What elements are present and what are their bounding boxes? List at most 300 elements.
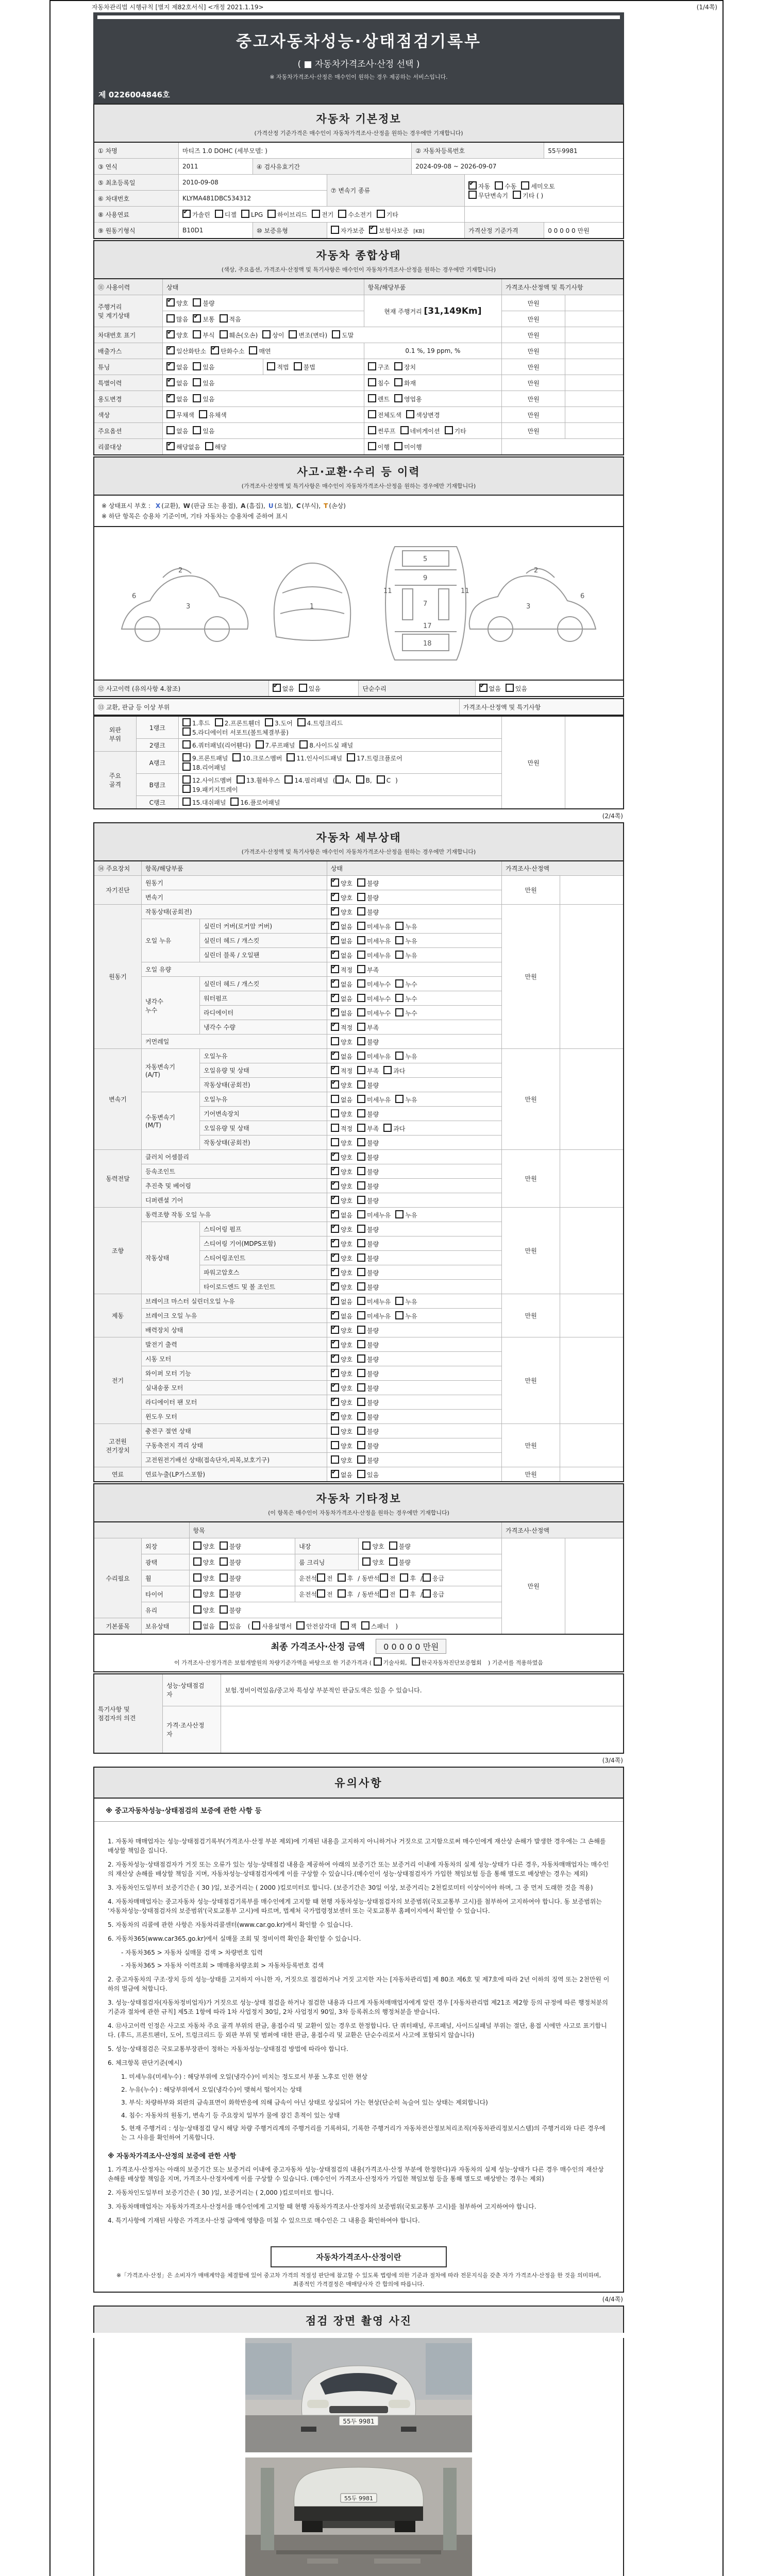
checked-checkbox-icon[interactable] [193,314,201,323]
checkbox-option[interactable] [357,1326,379,1335]
unchecked-checkbox-icon[interactable] [193,1589,201,1598]
checkbox-option[interactable] [331,1066,352,1075]
checked-checkbox-icon[interactable] [166,394,175,402]
unchecked-checkbox-icon[interactable] [357,1037,365,1045]
checkbox-option[interactable] [182,727,289,737]
unchecked-checkbox-icon[interactable] [394,394,402,402]
unchecked-checkbox-icon[interactable] [395,922,404,930]
unchecked-checkbox-icon[interactable] [166,314,175,323]
unchecked-checkbox-icon[interactable] [357,1052,365,1060]
checkbox-option[interactable] [331,1282,352,1292]
unchecked-checkbox-icon[interactable] [331,226,339,234]
unchecked-checkbox-icon[interactable] [338,210,346,218]
unchecked-checkbox-icon[interactable] [357,1008,365,1016]
checked-checkbox-icon[interactable] [331,922,339,930]
checkbox-option[interactable] [468,181,490,191]
unchecked-checkbox-icon[interactable] [362,1541,371,1550]
unchecked-checkbox-icon[interactable] [284,775,293,784]
checked-checkbox-icon[interactable] [331,1398,339,1406]
checkbox-option[interactable] [332,775,351,784]
unchecked-checkbox-icon[interactable] [230,798,239,806]
unchecked-checkbox-icon[interactable] [357,1268,365,1276]
checkbox-option[interactable] [331,965,352,974]
checkbox-option[interactable] [331,1412,352,1421]
checkbox-option[interactable] [338,210,372,219]
checkbox-option[interactable] [220,1605,241,1615]
checkbox-option[interactable] [368,442,390,451]
checkbox-option[interactable] [506,684,527,693]
unchecked-checkbox-icon[interactable] [220,1589,228,1598]
checkbox-option[interactable] [331,1441,352,1450]
checkbox-option[interactable] [383,1124,405,1133]
unchecked-checkbox-icon[interactable] [267,210,276,218]
checkbox-option[interactable] [331,1383,352,1393]
checkbox-option[interactable] [400,1589,416,1599]
checkbox-option[interactable] [357,1369,379,1378]
unchecked-checkbox-icon[interactable] [331,1037,339,1045]
unchecked-checkbox-icon[interactable] [394,378,402,386]
unchecked-checkbox-icon[interactable] [297,718,306,726]
checkbox-option[interactable] [294,362,315,371]
unchecked-checkbox-icon[interactable] [182,785,191,793]
checkbox-option[interactable] [420,1573,445,1583]
checkbox-option[interactable] [241,210,263,218]
checkbox-option[interactable] [357,1052,391,1061]
checkbox-option[interactable] [395,1008,417,1018]
unchecked-checkbox-icon[interactable] [357,1326,365,1334]
checkbox-option[interactable] [215,210,237,219]
checkbox-option[interactable] [357,1037,379,1046]
checkbox-option[interactable] [331,226,364,235]
checkbox-option[interactable] [166,394,188,403]
unchecked-checkbox-icon[interactable] [182,740,191,749]
checkbox-option[interactable] [374,1657,407,1667]
unchecked-checkbox-icon[interactable] [287,753,295,761]
checkbox-option[interactable] [289,330,327,340]
unchecked-checkbox-icon[interactable] [357,1066,365,1074]
checkbox-option[interactable] [331,1153,352,1162]
checkbox-option[interactable] [193,1557,215,1567]
checkbox-option[interactable] [256,740,295,750]
unchecked-checkbox-icon[interactable] [395,1210,404,1218]
checkbox-option[interactable] [406,410,440,419]
unchecked-checkbox-icon[interactable] [299,740,308,749]
checkbox-option[interactable] [400,426,440,435]
checkbox-option[interactable] [394,394,422,403]
unchecked-checkbox-icon[interactable] [357,1196,365,1204]
checked-checkbox-icon[interactable] [331,1412,339,1420]
checkbox-option[interactable] [357,1210,391,1219]
checkbox-option[interactable] [331,1225,352,1234]
checkbox-option[interactable] [357,994,391,1003]
checkbox-option[interactable] [338,1573,354,1583]
checked-checkbox-icon[interactable] [331,1052,339,1060]
unchecked-checkbox-icon[interactable] [331,1441,339,1449]
checkbox-option[interactable] [166,378,188,387]
checkbox-option[interactable] [357,1455,379,1465]
unchecked-checkbox-icon[interactable] [357,1369,365,1377]
checkbox-option[interactable] [357,1427,379,1436]
checked-checkbox-icon[interactable] [331,1383,339,1392]
checkbox-option[interactable] [296,1621,336,1631]
checkbox-option[interactable] [362,1557,384,1567]
checkbox-option[interactable] [220,1541,241,1551]
unchecked-checkbox-icon[interactable] [420,1573,431,1582]
checked-checkbox-icon[interactable] [331,979,339,988]
checkbox-option[interactable] [252,1621,292,1631]
unchecked-checkbox-icon[interactable] [395,1008,404,1016]
unchecked-checkbox-icon[interactable] [357,1023,365,1031]
unchecked-checkbox-icon[interactable] [299,684,307,692]
checked-checkbox-icon[interactable] [211,346,219,354]
checked-checkbox-icon[interactable] [479,684,488,692]
checkbox-option[interactable] [331,1326,352,1335]
unchecked-checkbox-icon[interactable] [357,1354,365,1363]
checkbox-option[interactable] [220,1621,241,1631]
checked-checkbox-icon[interactable] [331,907,339,916]
checkbox-option[interactable] [356,775,372,784]
checkbox-option[interactable] [357,979,391,989]
checked-checkbox-icon[interactable] [182,210,191,218]
unchecked-checkbox-icon[interactable] [357,1095,365,1103]
checkbox-option[interactable] [331,1095,352,1104]
checkbox-option[interactable] [389,1541,411,1551]
unchecked-checkbox-icon[interactable] [241,210,249,218]
checked-checkbox-icon[interactable] [331,893,339,901]
checkbox-option[interactable] [331,1398,352,1407]
unchecked-checkbox-icon[interactable] [445,426,453,434]
unchecked-checkbox-icon[interactable] [357,1210,365,1218]
unchecked-checkbox-icon[interactable] [182,775,191,784]
checkbox-option[interactable] [182,775,232,785]
unchecked-checkbox-icon[interactable] [199,410,207,418]
checkbox-option[interactable] [357,1239,379,1248]
checkbox-option[interactable] [232,753,282,762]
unchecked-checkbox-icon[interactable] [357,907,365,916]
checked-checkbox-icon[interactable] [331,1066,339,1074]
unchecked-checkbox-icon[interactable] [380,1573,388,1582]
unchecked-checkbox-icon[interactable] [395,1052,404,1060]
checkbox-option[interactable] [357,1138,379,1147]
unchecked-checkbox-icon[interactable] [357,1239,365,1247]
unchecked-checkbox-icon[interactable] [357,1427,365,1435]
checkbox-option[interactable] [380,1589,396,1599]
unchecked-checkbox-icon[interactable] [331,1095,339,1103]
checkbox-option[interactable] [395,951,417,960]
unchecked-checkbox-icon[interactable] [232,753,241,761]
checkbox-option[interactable] [193,1589,215,1599]
unchecked-checkbox-icon[interactable] [267,362,275,370]
checked-checkbox-icon[interactable] [331,1354,339,1363]
checkbox-option[interactable] [182,210,210,219]
unchecked-checkbox-icon[interactable] [368,378,376,386]
unchecked-checkbox-icon[interactable] [395,936,404,944]
checked-checkbox-icon[interactable] [331,1268,339,1276]
checkbox-option[interactable] [332,330,354,340]
checkbox-option[interactable] [395,979,417,989]
unchecked-checkbox-icon[interactable] [357,1441,365,1449]
checkbox-option[interactable] [182,762,226,772]
checkbox-option[interactable] [395,1297,417,1306]
unchecked-checkbox-icon[interactable] [193,378,201,386]
checkbox-option[interactable] [495,181,516,191]
unchecked-checkbox-icon[interactable] [383,1124,392,1132]
unchecked-checkbox-icon[interactable] [193,1541,201,1550]
unchecked-checkbox-icon[interactable] [332,330,340,338]
checkbox-option[interactable] [331,1196,352,1205]
unchecked-checkbox-icon[interactable] [357,936,365,944]
checkbox-option[interactable] [193,1541,215,1551]
checkbox-option[interactable] [357,1470,379,1479]
unchecked-checkbox-icon[interactable] [262,330,271,338]
unchecked-checkbox-icon[interactable] [395,951,404,959]
checkbox-option[interactable] [299,684,321,693]
unchecked-checkbox-icon[interactable] [394,362,402,370]
checkbox-option[interactable] [331,1167,352,1176]
checkbox-option[interactable] [357,1008,391,1018]
unchecked-checkbox-icon[interactable] [166,426,175,434]
unchecked-checkbox-icon[interactable] [357,1340,365,1348]
checkbox-option[interactable] [193,314,214,324]
unchecked-checkbox-icon[interactable] [357,1181,365,1190]
checkbox-option[interactable] [331,1297,352,1306]
unchecked-checkbox-icon[interactable] [193,1605,201,1614]
unchecked-checkbox-icon[interactable] [182,718,191,726]
checkbox-option[interactable] [521,181,554,191]
checkbox-option[interactable] [357,878,379,888]
checkbox-option[interactable] [357,1066,379,1075]
unchecked-checkbox-icon[interactable] [193,1621,201,1630]
unchecked-checkbox-icon[interactable] [312,210,320,218]
checked-checkbox-icon[interactable] [331,1167,339,1175]
unchecked-checkbox-icon[interactable] [357,1124,365,1132]
unchecked-checkbox-icon[interactable] [220,1557,228,1566]
unchecked-checkbox-icon[interactable] [362,1557,371,1566]
checkbox-option[interactable] [338,1589,354,1599]
checked-checkbox-icon[interactable] [166,298,175,307]
unchecked-checkbox-icon[interactable] [356,775,364,784]
checkbox-option[interactable] [331,1253,352,1263]
checked-checkbox-icon[interactable] [273,684,281,692]
unchecked-checkbox-icon[interactable] [406,410,414,418]
checkbox-option[interactable] [377,775,391,784]
unchecked-checkbox-icon[interactable] [317,1589,325,1598]
unchecked-checkbox-icon[interactable] [513,191,521,199]
unchecked-checkbox-icon[interactable] [215,718,223,726]
checked-checkbox-icon[interactable] [331,878,339,887]
unchecked-checkbox-icon[interactable] [357,965,365,973]
checkbox-option[interactable] [331,1239,352,1248]
checked-checkbox-icon[interactable] [331,951,339,959]
checkbox-option[interactable] [357,1253,379,1263]
unchecked-checkbox-icon[interactable] [357,893,365,901]
checkbox-option[interactable] [193,1573,215,1583]
checkbox-option[interactable] [357,1080,379,1090]
checked-checkbox-icon[interactable] [331,1225,339,1233]
unchecked-checkbox-icon[interactable] [357,951,365,959]
checkbox-option[interactable] [166,426,188,435]
checkbox-option[interactable] [166,442,200,451]
unchecked-checkbox-icon[interactable] [357,994,365,1002]
checkbox-option[interactable] [237,775,280,785]
unchecked-checkbox-icon[interactable] [294,362,302,370]
checkbox-option[interactable] [347,753,402,762]
checkbox-option[interactable] [357,1196,379,1205]
checkbox-option[interactable] [193,298,214,308]
checkbox-option[interactable] [331,1124,352,1133]
unchecked-checkbox-icon[interactable] [357,1282,365,1291]
checkbox-option[interactable] [166,314,188,324]
unchecked-checkbox-icon[interactable] [468,191,477,199]
checkbox-option[interactable] [357,1153,379,1162]
checkbox-option[interactable] [182,718,210,727]
checkbox-option[interactable] [394,442,422,451]
checked-checkbox-icon[interactable] [331,1340,339,1348]
unchecked-checkbox-icon[interactable] [205,442,213,450]
checked-checkbox-icon[interactable] [331,1297,339,1305]
checked-checkbox-icon[interactable] [331,965,339,973]
checkbox-option[interactable] [166,362,188,371]
checked-checkbox-icon[interactable] [166,346,175,354]
unchecked-checkbox-icon[interactable] [400,1589,408,1598]
unchecked-checkbox-icon[interactable] [332,775,344,784]
unchecked-checkbox-icon[interactable] [357,878,365,887]
checkbox-option[interactable] [468,191,508,200]
unchecked-checkbox-icon[interactable] [215,210,223,218]
unchecked-checkbox-icon[interactable] [357,1383,365,1392]
unchecked-checkbox-icon[interactable] [400,426,409,434]
unchecked-checkbox-icon[interactable] [395,1095,404,1103]
unchecked-checkbox-icon[interactable] [395,1311,404,1319]
checked-checkbox-icon[interactable] [166,378,175,386]
checkbox-option[interactable] [377,210,398,219]
unchecked-checkbox-icon[interactable] [357,979,365,988]
checked-checkbox-icon[interactable] [331,1023,339,1031]
checkbox-option[interactable] [479,684,501,693]
checkbox-option[interactable] [341,1621,357,1631]
unchecked-checkbox-icon[interactable] [193,298,201,307]
checkbox-option[interactable] [317,1573,333,1583]
checkbox-option[interactable] [182,785,238,794]
unchecked-checkbox-icon[interactable] [182,727,191,736]
unchecked-checkbox-icon[interactable] [521,181,529,190]
checkbox-option[interactable] [220,314,241,324]
checkbox-option[interactable] [230,798,280,807]
checkbox-option[interactable] [412,1657,482,1667]
checked-checkbox-icon[interactable] [331,1470,339,1478]
unchecked-checkbox-icon[interactable] [220,1605,228,1614]
unchecked-checkbox-icon[interactable] [357,1225,365,1233]
checkbox-option[interactable] [368,410,401,419]
unchecked-checkbox-icon[interactable] [357,1412,365,1420]
checkbox-option[interactable] [331,1340,352,1349]
unchecked-checkbox-icon[interactable] [361,1621,369,1630]
checkbox-option[interactable] [331,1052,352,1061]
checkbox-option[interactable] [287,753,342,762]
checkbox-option[interactable] [331,1037,352,1046]
checkbox-option[interactable] [357,965,379,974]
unchecked-checkbox-icon[interactable] [220,1541,228,1550]
checkbox-option[interactable] [182,798,226,807]
checkbox-option[interactable] [395,1210,417,1219]
checkbox-option[interactable] [331,907,352,917]
unchecked-checkbox-icon[interactable] [420,1589,431,1598]
unchecked-checkbox-icon[interactable] [357,1153,365,1161]
unchecked-checkbox-icon[interactable] [193,426,201,434]
unchecked-checkbox-icon[interactable] [357,1109,365,1117]
checkbox-option[interactable] [331,1369,352,1378]
unchecked-checkbox-icon[interactable] [395,1297,404,1305]
checkbox-option[interactable] [357,1311,391,1320]
checkbox-option[interactable] [220,1557,241,1567]
checkbox-option[interactable] [394,362,416,371]
checkbox-option[interactable] [357,1268,379,1277]
checkbox-option[interactable] [331,951,352,960]
unchecked-checkbox-icon[interactable] [368,442,376,450]
unchecked-checkbox-icon[interactable] [394,442,402,450]
checkbox-option[interactable] [357,1095,391,1104]
unchecked-checkbox-icon[interactable] [193,330,201,338]
unchecked-checkbox-icon[interactable] [400,1573,408,1582]
checkbox-option[interactable] [357,907,379,917]
unchecked-checkbox-icon[interactable] [220,1621,228,1630]
unchecked-checkbox-icon[interactable] [357,1470,365,1478]
checkbox-option[interactable] [331,1138,352,1147]
checkbox-option[interactable] [211,346,244,355]
unchecked-checkbox-icon[interactable] [357,1080,365,1089]
checkbox-option[interactable] [368,394,390,403]
unchecked-checkbox-icon[interactable] [368,410,376,418]
checkbox-option[interactable] [265,718,293,727]
unchecked-checkbox-icon[interactable] [368,362,376,370]
checked-checkbox-icon[interactable] [166,330,175,338]
unchecked-checkbox-icon[interactable] [380,1589,388,1598]
checked-checkbox-icon[interactable] [331,1196,339,1204]
checkbox-option[interactable] [357,1167,379,1176]
checkbox-option[interactable] [445,426,466,435]
checked-checkbox-icon[interactable] [369,226,377,234]
checkbox-option[interactable] [357,1181,379,1191]
checked-checkbox-icon[interactable] [166,362,175,370]
unchecked-checkbox-icon[interactable] [331,1138,339,1146]
checkbox-option[interactable] [331,878,352,888]
checkbox-option[interactable] [357,922,391,931]
checked-checkbox-icon[interactable] [331,936,339,944]
unchecked-checkbox-icon[interactable] [347,753,355,761]
unchecked-checkbox-icon[interactable] [317,1573,325,1582]
checkbox-option[interactable] [299,740,353,750]
checked-checkbox-icon[interactable] [331,1008,339,1016]
unchecked-checkbox-icon[interactable] [166,410,175,418]
checkbox-option[interactable] [193,378,214,387]
unchecked-checkbox-icon[interactable] [296,1621,305,1630]
unchecked-checkbox-icon[interactable] [182,762,191,771]
checkbox-option[interactable] [193,330,214,340]
checkbox-option[interactable] [357,1398,379,1407]
checked-checkbox-icon[interactable] [468,181,477,190]
checkbox-option[interactable] [400,1573,416,1583]
checkbox-option[interactable] [193,394,214,403]
checkbox-option[interactable] [395,1095,417,1104]
checkbox-option[interactable] [205,442,227,451]
unchecked-checkbox-icon[interactable] [357,1253,365,1262]
checkbox-option[interactable] [220,330,258,340]
unchecked-checkbox-icon[interactable] [357,922,365,930]
checkbox-option[interactable] [193,1621,215,1631]
checkbox-option[interactable] [357,1297,391,1306]
checkbox-option[interactable] [357,1383,379,1393]
checked-checkbox-icon[interactable] [331,1253,339,1262]
